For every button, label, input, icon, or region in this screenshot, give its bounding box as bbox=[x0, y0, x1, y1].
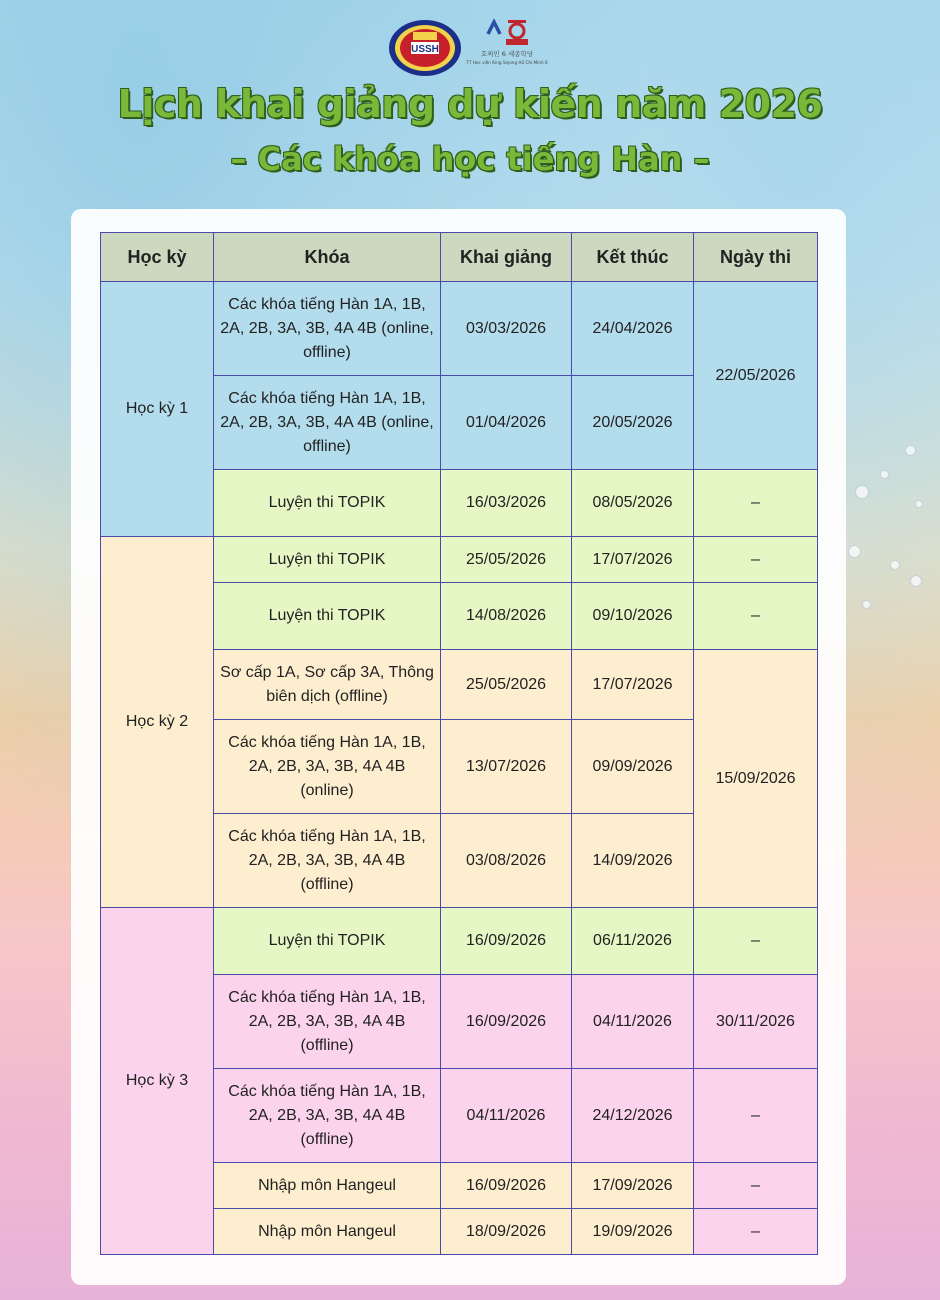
start-cell: 16/09/2026 bbox=[441, 1163, 572, 1209]
decor-bubble bbox=[862, 600, 871, 609]
course-cell: Các khóa tiếng Hàn 1A, 1B, 2A, 2B, 3A, 3B, 4A 4B (online, offline) bbox=[214, 282, 441, 376]
start-cell: 13/07/2026 bbox=[441, 720, 572, 814]
start-cell: 03/08/2026 bbox=[441, 814, 572, 908]
kst-line1: 호찌민 6 세종학당 bbox=[480, 50, 534, 58]
end-cell: 06/11/2026 bbox=[572, 908, 694, 975]
start-cell: 14/08/2026 bbox=[441, 583, 572, 650]
term-cell: Học kỳ 3 bbox=[101, 908, 214, 1255]
exam-cell: 15/09/2026 bbox=[694, 650, 818, 908]
exam-cell: 22/05/2026 bbox=[694, 282, 818, 470]
ussh-logo bbox=[387, 18, 463, 78]
page-subtitle: – Các khóa học tiếng Hàn – bbox=[230, 140, 710, 178]
table-row bbox=[101, 282, 818, 376]
course-cell: Luyện thi TOPIK bbox=[214, 470, 441, 537]
course-cell: Các khóa tiếng Hàn 1A, 1B, 2A, 2B, 3A, 3B, 4A 4B (online, offline) bbox=[214, 376, 441, 470]
decor-bubble bbox=[848, 545, 861, 558]
exam-cell: – bbox=[694, 583, 818, 650]
start-cell: 01/04/2026 bbox=[441, 376, 572, 470]
page-title: Lịch khai giảng dự kiến năm 2026 bbox=[117, 82, 823, 126]
header-start: Khai giảng bbox=[441, 233, 572, 282]
end-cell: 24/12/2026 bbox=[572, 1069, 694, 1163]
end-cell: 14/09/2026 bbox=[572, 814, 694, 908]
table-row bbox=[101, 908, 818, 975]
start-cell: 25/05/2026 bbox=[441, 537, 572, 583]
decor-bubble bbox=[880, 470, 889, 479]
term-cell: Học kỳ 1 bbox=[101, 282, 214, 537]
header-logos bbox=[0, 14, 940, 74]
course-cell: Các khóa tiếng Hàn 1A, 1B, 2A, 2B, 3A, 3B, 4A 4B (offline) bbox=[214, 814, 441, 908]
course-cell: Luyện thi TOPIK bbox=[214, 908, 441, 975]
kst-line2: TT Học viện King Sejong Hồ Chí Minh 6 bbox=[466, 60, 548, 65]
end-cell: 20/05/2026 bbox=[572, 376, 694, 470]
end-cell: 09/09/2026 bbox=[572, 720, 694, 814]
course-cell: Nhập môn Hangeul bbox=[214, 1163, 441, 1209]
end-cell: 17/09/2026 bbox=[572, 1163, 694, 1209]
table-row bbox=[101, 537, 818, 583]
exam-cell: – bbox=[694, 908, 818, 975]
exam-cell: – bbox=[694, 1163, 818, 1209]
exam-cell: – bbox=[694, 537, 818, 583]
start-cell: 04/11/2026 bbox=[441, 1069, 572, 1163]
start-cell: 03/03/2026 bbox=[441, 282, 572, 376]
end-cell: 17/07/2026 bbox=[572, 650, 694, 720]
course-cell: Luyện thi TOPIK bbox=[214, 537, 441, 583]
exam-cell: – bbox=[694, 1069, 818, 1163]
header-course: Khóa bbox=[214, 233, 441, 282]
start-cell: 25/05/2026 bbox=[441, 650, 572, 720]
end-cell: 17/07/2026 bbox=[572, 537, 694, 583]
decor-bubble bbox=[910, 575, 922, 587]
header-exam: Ngày thi bbox=[694, 233, 818, 282]
end-cell: 04/11/2026 bbox=[572, 975, 694, 1069]
exam-cell: 30/11/2026 bbox=[694, 975, 818, 1069]
table-header-row bbox=[101, 233, 818, 282]
decor-bubble bbox=[905, 445, 916, 456]
exam-cell: – bbox=[694, 470, 818, 537]
course-cell: Các khóa tiếng Hàn 1A, 1B, 2A, 2B, 3A, 3B, 4A 4B (offline) bbox=[214, 975, 441, 1069]
svg-text:USSH: USSH bbox=[411, 44, 439, 55]
decor-bubble bbox=[855, 485, 869, 499]
start-cell: 16/09/2026 bbox=[441, 908, 572, 975]
course-cell: Luyện thi TOPIK bbox=[214, 583, 441, 650]
header-end: Kết thúc bbox=[572, 233, 694, 282]
start-cell: 16/03/2026 bbox=[441, 470, 572, 537]
end-cell: 19/09/2026 bbox=[572, 1209, 694, 1255]
exam-cell: – bbox=[694, 1209, 818, 1255]
decor-bubble bbox=[890, 560, 900, 570]
course-cell: Sơ cấp 1A, Sơ cấp 3A, Thông biên dịch (offline) bbox=[214, 650, 441, 720]
start-cell: 18/09/2026 bbox=[441, 1209, 572, 1255]
end-cell: 08/05/2026 bbox=[572, 470, 694, 537]
course-cell: Các khóa tiếng Hàn 1A, 1B, 2A, 2B, 3A, 3B, 4A 4B (online) bbox=[214, 720, 441, 814]
start-cell: 16/09/2026 bbox=[441, 975, 572, 1069]
schedule-table bbox=[100, 232, 818, 1255]
term-cell: Học kỳ 2 bbox=[101, 537, 214, 908]
end-cell: 24/04/2026 bbox=[572, 282, 694, 376]
course-cell: Các khóa tiếng Hàn 1A, 1B, 2A, 2B, 3A, 3B, 4A 4B (offline) bbox=[214, 1069, 441, 1163]
course-cell: Nhập môn Hangeul bbox=[214, 1209, 441, 1255]
end-cell: 09/10/2026 bbox=[572, 583, 694, 650]
king-sejong-logo bbox=[462, 16, 562, 76]
decor-bubble bbox=[915, 500, 923, 508]
header-term: Học kỳ bbox=[101, 233, 214, 282]
